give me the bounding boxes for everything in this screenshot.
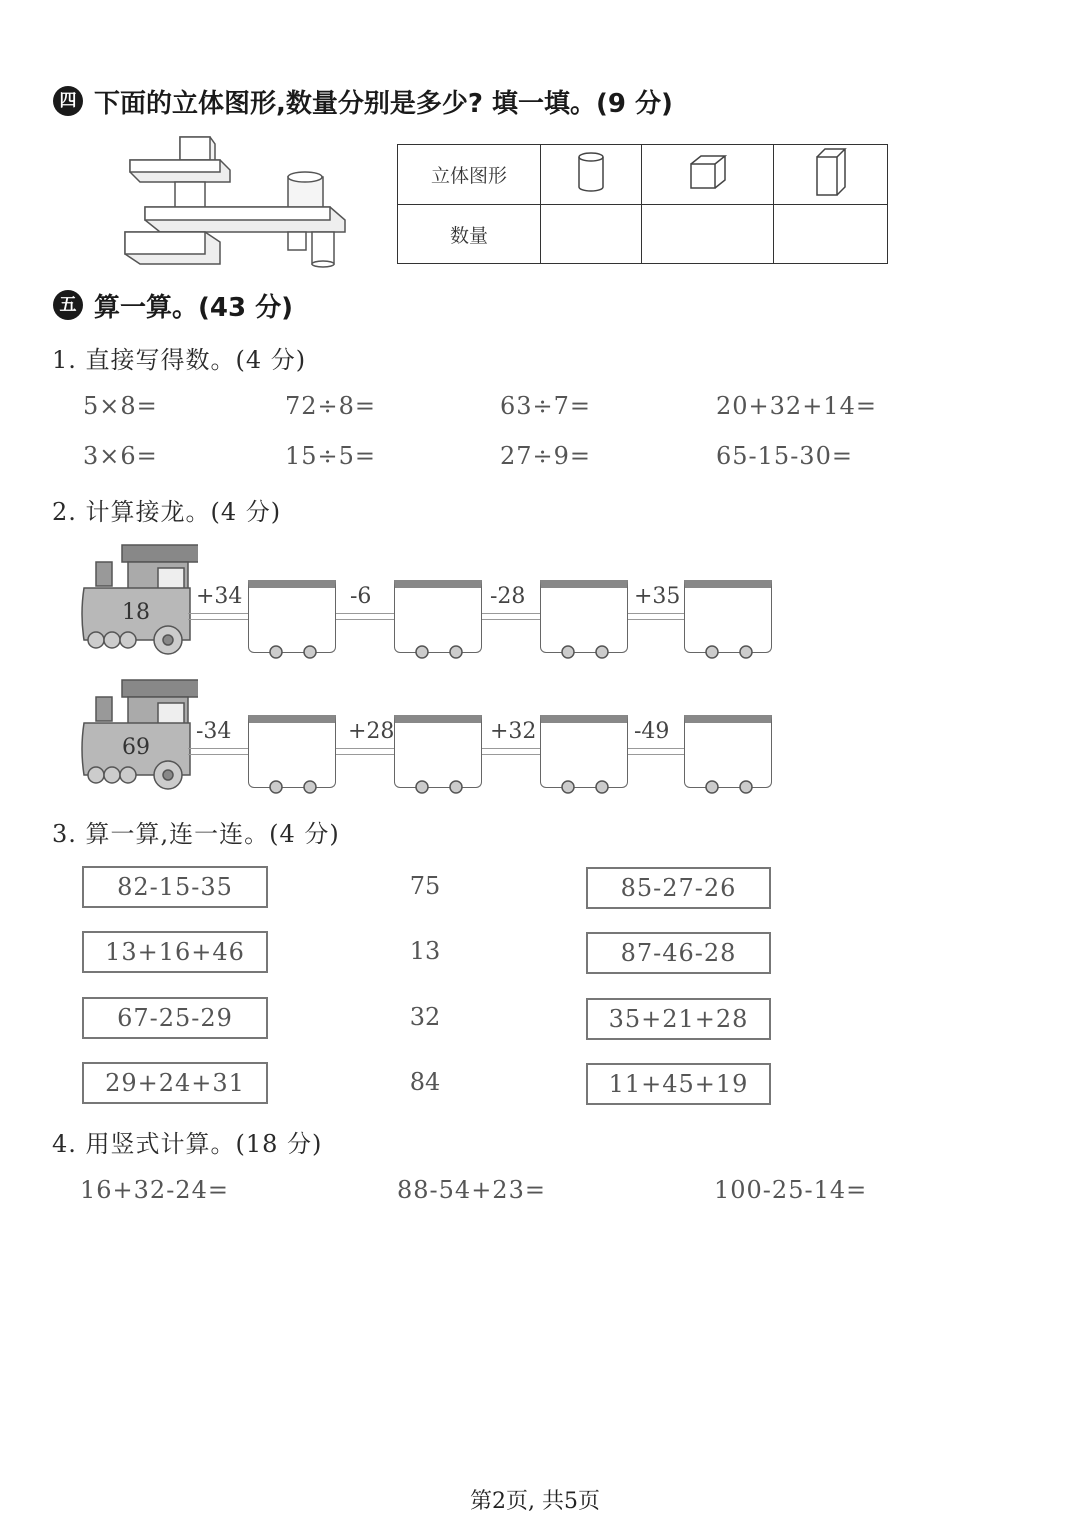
answer-cell[interactable] [642, 205, 774, 264]
cube-icon [688, 154, 728, 190]
expression: 20+32+14= [716, 392, 877, 420]
expression: 72÷8= [285, 392, 377, 420]
operation-label: +28 [348, 719, 395, 744]
answer-wagon[interactable] [248, 715, 336, 788]
row-label-count: 数量 [398, 205, 541, 264]
row-label-shapes: 立体图形 [398, 145, 541, 205]
locomotive-icon [78, 540, 198, 658]
expression: 100-25-14= [714, 1176, 868, 1204]
operation-label: +35 [634, 584, 681, 609]
match-answer[interactable]: 32 [409, 1003, 441, 1031]
match-right-box[interactable]: 85-27-26 [586, 867, 771, 909]
match-left-box[interactable]: 13+16+46 [82, 931, 268, 973]
operation-label: -6 [350, 584, 372, 609]
section-badge: 四 [53, 86, 83, 116]
answer-wagon[interactable] [684, 715, 772, 788]
wagon-wheels [248, 779, 788, 797]
match-left-box[interactable]: 29+24+31 [82, 1062, 268, 1104]
expression: 88-54+23= [397, 1176, 546, 1204]
cube-cell [642, 145, 774, 205]
expression: 63÷7= [500, 392, 592, 420]
match-answer[interactable]: 13 [409, 937, 441, 965]
operation-label: -49 [634, 719, 670, 744]
question-title: 2. 计算接龙。(4 分) [52, 498, 282, 526]
expression: 16+32-24= [80, 1176, 229, 1204]
match-right-box[interactable]: 87-46-28 [586, 932, 771, 974]
answer-cell[interactable] [541, 205, 642, 264]
cuboid-icon [814, 147, 848, 197]
answer-wagon[interactable] [684, 580, 772, 653]
answer-wagon[interactable] [394, 715, 482, 788]
answer-wagon[interactable] [248, 580, 336, 653]
match-answer[interactable]: 75 [409, 872, 441, 900]
train-start-number: 69 [122, 735, 150, 760]
operation-label: -34 [196, 719, 232, 744]
train-chain-2 [78, 675, 778, 800]
operation-label: +32 [490, 719, 537, 744]
section-title: 算一算。(43 分) [94, 293, 293, 323]
expression: 15÷5= [285, 442, 377, 470]
operation-label: -28 [490, 584, 526, 609]
question-title: 3. 算一算,连一连。(4 分) [52, 820, 340, 848]
match-answer[interactable]: 84 [409, 1068, 441, 1096]
locomotive-icon [78, 675, 198, 793]
shape-count-table [397, 144, 888, 264]
match-left-box[interactable]: 82-15-35 [82, 866, 268, 908]
stacked-blocks-illustration [120, 132, 350, 272]
wagon-wheels [248, 644, 788, 662]
expression: 3×6= [83, 442, 158, 470]
section-badge: 五 [53, 290, 83, 320]
match-right-box[interactable]: 35+21+28 [586, 998, 771, 1040]
expression: 65-15-30= [716, 442, 853, 470]
question-title: 4. 用竖式计算。(18 分) [52, 1130, 323, 1158]
cuboid-cell [774, 145, 888, 205]
expression: 27÷9= [500, 442, 592, 470]
answer-cell[interactable] [774, 205, 888, 264]
cylinder-cell [541, 145, 642, 205]
match-right-box[interactable]: 11+45+19 [586, 1063, 771, 1105]
question-title: 1. 直接写得数。(4 分) [52, 346, 307, 374]
expression: 5×8= [83, 392, 158, 420]
answer-wagon[interactable] [540, 580, 628, 653]
page-number: 第2页, 共5页 [470, 1489, 600, 1514]
cylinder-icon [576, 151, 606, 193]
operation-label: +34 [196, 584, 243, 609]
answer-wagon[interactable] [394, 580, 482, 653]
match-left-box[interactable]: 67-25-29 [82, 997, 268, 1039]
section-title: 下面的立体图形,数量分别是多少? 填一填。(9 分) [94, 89, 673, 119]
answer-wagon[interactable] [540, 715, 628, 788]
train-chain-1 [78, 540, 778, 665]
train-start-number: 18 [122, 600, 150, 625]
